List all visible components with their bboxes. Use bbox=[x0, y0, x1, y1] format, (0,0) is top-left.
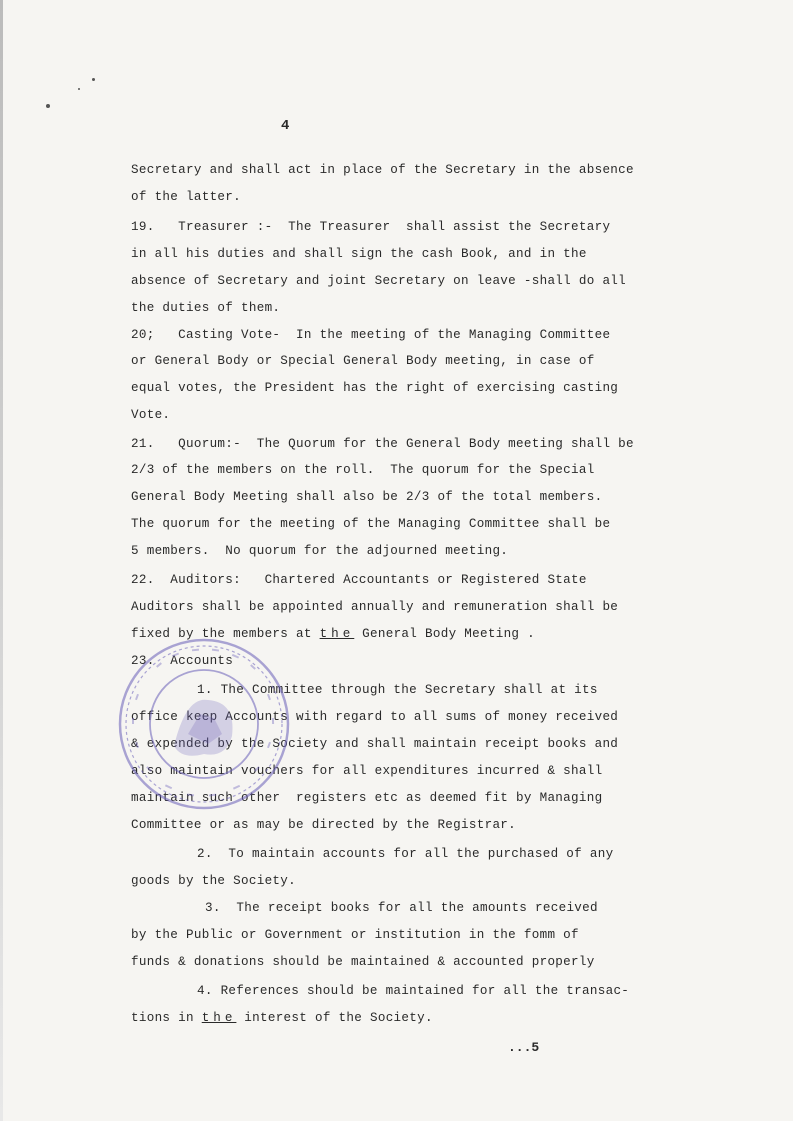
text-line: 4. References should be maintained for all the transac- bbox=[197, 984, 630, 998]
text-line: the duties of them. bbox=[131, 301, 281, 315]
text-line: maintain such other registers etc as deemed fit by Managing bbox=[131, 791, 603, 805]
text-line: absence of Secretary and joint Secretary on leave -shall do all bbox=[131, 274, 627, 288]
text-line: Vote. bbox=[131, 408, 171, 422]
text-line: 5 members. No quorum for the adjourned meeting. bbox=[131, 544, 509, 558]
text-line: equal votes, the President has the right of exercising casting bbox=[131, 381, 619, 395]
scan-speck bbox=[46, 104, 50, 108]
text-line: by the Public or Government or institution in the fomm of bbox=[131, 928, 579, 942]
text-line: & expended by the Society and shall maintain receipt books and bbox=[131, 737, 619, 751]
text-line: 3. The receipt books for all the amounts received bbox=[205, 901, 598, 915]
clause-21-heading: 21. Quorum:- The Quorum for the General Body meeting shall be bbox=[131, 437, 634, 451]
text-line: funds & donations should be maintained & accounted properly bbox=[131, 955, 595, 969]
text-line: General Body Meeting shall also be 2/3 of the total members. bbox=[131, 490, 603, 504]
text-line bbox=[131, 626, 535, 642]
underlined-word: the bbox=[319, 627, 355, 641]
clause-20-heading: 20; Casting Vote- In the meeting of the Managing Committee bbox=[131, 328, 611, 342]
underlined-word: the bbox=[201, 1011, 237, 1025]
text-line: or General Body or Special General Body meeting, in case of bbox=[131, 354, 595, 368]
text-line: Committee or as may be directed by the Registrar. bbox=[131, 818, 517, 832]
text-segment: fixed by the members at bbox=[131, 627, 320, 641]
clause-19-heading: 19. Treasurer :- The Treasurer shall assist the Secretary bbox=[131, 220, 611, 234]
text-segment: General Body Meeting . bbox=[354, 627, 536, 641]
text-line: Auditors shall be appointed annually and remuneration shall be bbox=[131, 600, 619, 614]
scan-speck bbox=[92, 78, 95, 81]
page-number: 4 bbox=[281, 118, 290, 134]
text-line: of the latter. bbox=[131, 190, 242, 204]
text-segment: tions in bbox=[131, 1011, 202, 1025]
continuation-marker: ...5 bbox=[508, 1040, 540, 1055]
text-line: The quorum for the meeting of the Managing Committee shall be bbox=[131, 517, 611, 531]
text-line: 1. The Committee through the Secretary shall at its bbox=[197, 683, 598, 697]
clause-22-heading: 22. Auditors: Chartered Accountants or Registered State bbox=[131, 573, 587, 587]
scan-edge bbox=[0, 0, 3, 1121]
text-line: office keep Accounts with regard to all sums of money received bbox=[131, 710, 619, 724]
text-line: 2/3 of the members on the roll. The quorum for the Special bbox=[131, 463, 595, 477]
text-line: 2. To maintain accounts for all the purchased of any bbox=[197, 847, 614, 861]
clause-23-heading: 23. Accounts bbox=[131, 654, 234, 668]
scan-speck bbox=[78, 88, 80, 90]
text-line bbox=[131, 1010, 433, 1026]
text-segment: interest of the Society. bbox=[236, 1011, 433, 1025]
text-line: also maintain vouchers for all expenditures incurred & shall bbox=[131, 764, 603, 778]
text-line: in all his duties and shall sign the cash Book, and in the bbox=[131, 247, 587, 261]
text-line: Secretary and shall act in place of the Secretary in the absence bbox=[131, 163, 634, 177]
text-line: goods by the Society. bbox=[131, 874, 297, 888]
